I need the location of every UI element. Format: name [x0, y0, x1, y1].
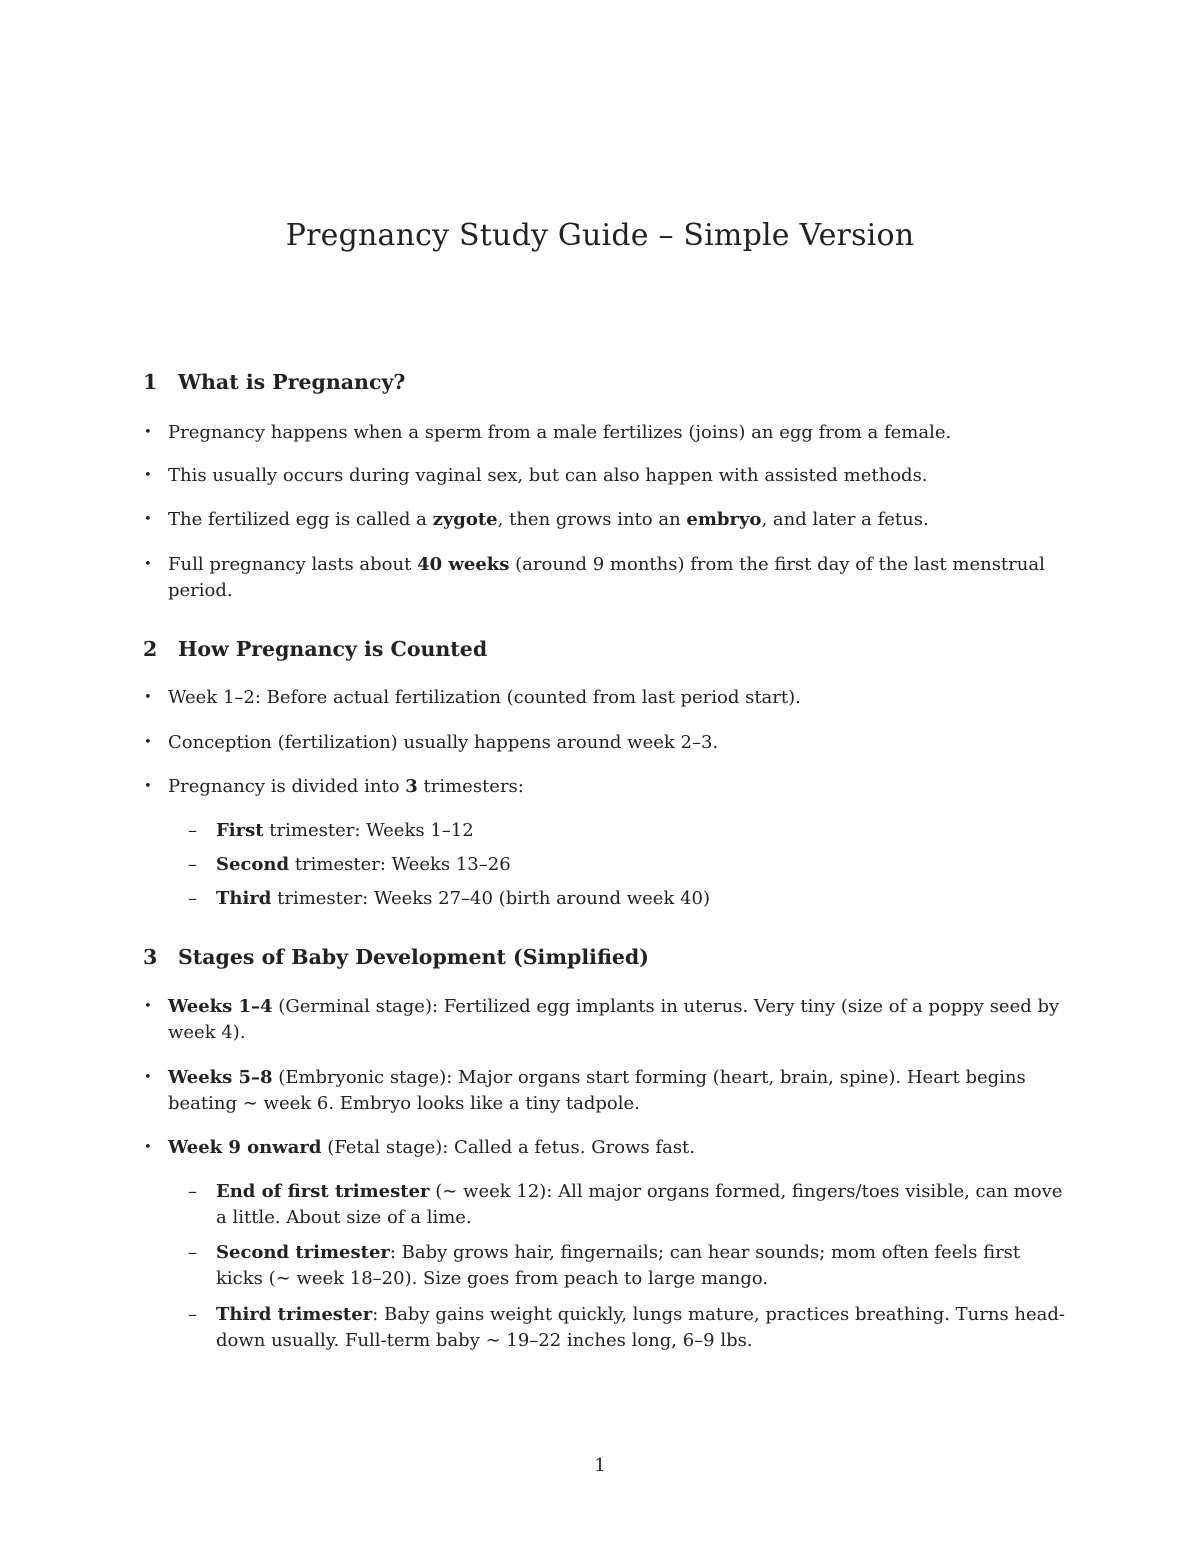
bold-term: Week 9 onward	[168, 1137, 322, 1158]
page-number: 1	[594, 1455, 606, 1476]
list-item	[144, 774, 1068, 800]
bullet-icon: •	[144, 999, 152, 1014]
item-text: (around 9 months) from the first day of the last menstrual period.	[168, 554, 1045, 601]
sub-list-item	[188, 852, 1068, 878]
item-text: Week 1–2: Before actual fertilization (counted from last period start).	[168, 687, 801, 708]
sub-list-item	[188, 818, 1068, 844]
bold-term: Second trimester	[216, 1242, 390, 1263]
bold-term: Third	[216, 888, 272, 909]
item-text: The fertilized egg is called a	[168, 509, 433, 530]
sub-list-item	[188, 886, 1068, 912]
bold-term: First	[216, 820, 264, 841]
bullet-icon: •	[144, 468, 152, 483]
bullet-icon: •	[144, 557, 152, 572]
bullet-icon: •	[144, 1140, 152, 1155]
term-embryo: embryo	[686, 509, 762, 530]
section-number: 1	[143, 370, 158, 394]
item-text: Conception (fertilization) usually happens around week 2–3.	[168, 732, 719, 753]
item-text: (Germinal stage): Fertilized egg implants in uterus. Very tiny (size of a poppy seed by week 4).	[168, 996, 1060, 1043]
list-item	[144, 420, 1068, 446]
item-text: (∼ week 12): All major organs formed, fingers/toes visible, can move a little. About size of a lime.	[216, 1181, 1063, 1228]
dash-icon: –	[188, 820, 197, 841]
sub-list-item	[188, 1240, 1068, 1292]
sub-list-item	[188, 1302, 1068, 1354]
list-item	[144, 994, 1068, 1046]
page-title: Pregnancy Study Guide – Simple Version	[285, 218, 915, 253]
term-zygote: zygote	[432, 509, 498, 530]
bold-term: 40 weeks	[417, 554, 510, 575]
section-title: How Pregnancy is Counted	[178, 637, 488, 661]
item-text: trimester: Weeks 13–26	[289, 854, 511, 875]
item-text: Full pregnancy lasts about	[168, 554, 418, 575]
dash-icon: –	[188, 1242, 197, 1263]
section-heading-1	[143, 370, 405, 394]
bullet-icon: •	[144, 1070, 152, 1085]
list-item	[144, 552, 1068, 604]
item-text: (Fetal stage): Called a fetus. Grows fast.	[321, 1137, 696, 1158]
bold-term: End of first trimester	[216, 1181, 430, 1202]
item-text: Pregnancy happens when a sperm from a male fertilizes (joins) an egg from a female.	[168, 422, 952, 443]
bold-term: Third trimester	[216, 1304, 373, 1325]
item-text: trimester: Weeks 27–40 (birth around week 40)	[271, 888, 710, 909]
dash-icon: –	[188, 1181, 197, 1202]
list-item	[144, 685, 1068, 711]
item-text: This usually occurs during vaginal sex, but can also happen with assisted methods.	[168, 465, 928, 486]
bold-term: 3	[405, 776, 418, 797]
dash-icon: –	[188, 888, 197, 909]
list-item	[144, 730, 1068, 756]
list-item	[144, 463, 1068, 489]
bold-term: Weeks 1–4	[168, 996, 273, 1017]
section-heading-3	[143, 945, 649, 969]
item-text: : Baby gains weight quickly, lungs mature, practices breathing. Turns head-down usually. Full-term baby ∼ 19–22 inches long, 6–9 lbs.	[216, 1304, 1065, 1351]
section-title: Stages of Baby Development (Simplified)	[178, 945, 649, 969]
item-text: Pregnancy is divided into	[168, 776, 406, 797]
section-heading-2	[143, 637, 487, 661]
section-number: 3	[143, 945, 158, 969]
item-text: : Baby grows hair, fingernails; can hear sounds; mom often feels first kicks (∼ week 18–20). Size goes from peach to large mango.	[216, 1242, 1021, 1289]
bullet-icon: •	[144, 779, 152, 794]
section-number: 2	[143, 637, 158, 661]
list-item	[144, 1135, 1068, 1161]
bullet-icon: •	[144, 425, 152, 440]
list-item	[144, 507, 1068, 533]
item-text: , and later a fetus.	[761, 509, 929, 530]
bullet-icon: •	[144, 735, 152, 750]
bullet-icon: •	[144, 512, 152, 527]
item-text: trimesters:	[417, 776, 524, 797]
list-item	[144, 1065, 1068, 1117]
bullet-icon: •	[144, 690, 152, 705]
section-title: What is Pregnancy?	[178, 370, 406, 394]
bold-term: Second	[216, 854, 290, 875]
item-text: (Embryonic stage): Major organs start forming (heart, brain, spine). Heart begins beating ∼ week 6. Embryo looks like a tiny tadpole.	[168, 1067, 1026, 1114]
sub-list-item	[188, 1179, 1068, 1231]
dash-icon: –	[188, 854, 197, 875]
bold-term: Weeks 5–8	[168, 1067, 273, 1088]
dash-icon: –	[188, 1304, 197, 1325]
item-text: , then grows into an	[497, 509, 687, 530]
item-text: trimester: Weeks 1–12	[263, 820, 474, 841]
